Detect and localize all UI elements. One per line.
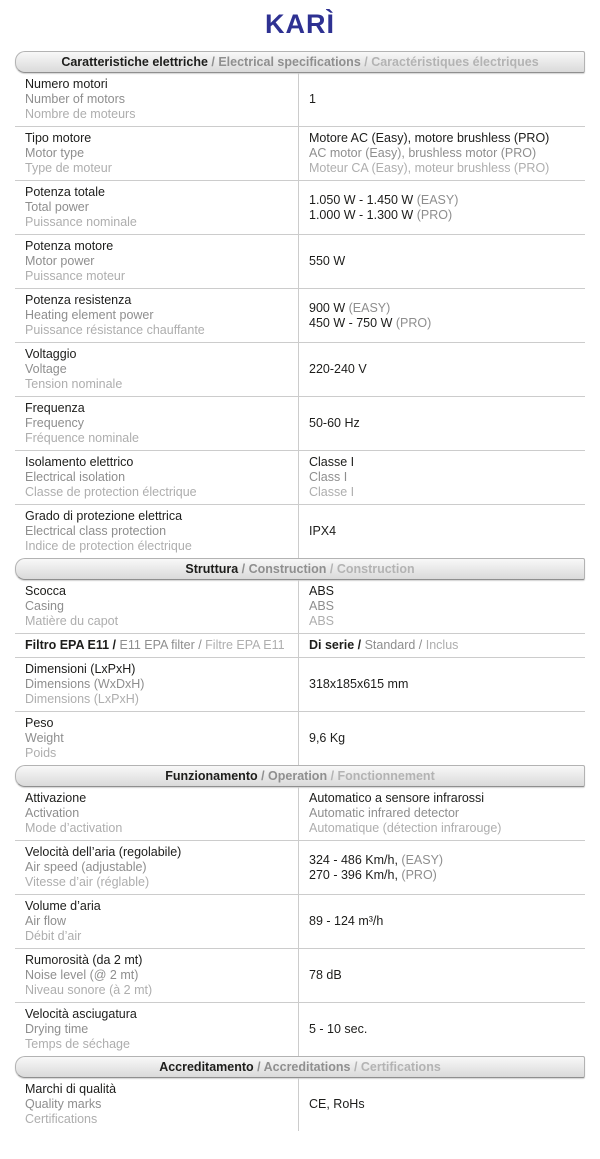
spec-label-text: Numero motori xyxy=(25,77,108,91)
spec-section xyxy=(15,51,585,558)
spec-value xyxy=(298,580,585,633)
spec-label-line-fr xyxy=(25,323,290,338)
spec-value-line xyxy=(309,161,577,176)
spec-label-text: Air flow xyxy=(25,914,66,928)
spec-value-segment: (PRO) xyxy=(401,867,437,882)
section-header-separator: / xyxy=(253,1060,264,1074)
spec-row xyxy=(15,180,585,234)
spec-label-text: Air speed (adjustable) xyxy=(25,860,147,874)
section-header-title-it: Caratteristiche elettriche xyxy=(61,55,208,69)
spec-value-line xyxy=(309,470,577,485)
spec-label-line-en xyxy=(25,914,290,929)
spec-label-text: Type de moteur xyxy=(25,161,112,175)
spec-value-segment: 220-240 V xyxy=(309,362,367,376)
spec-value-line xyxy=(309,1022,577,1037)
spec-value xyxy=(298,181,585,234)
spec-label-line-it xyxy=(25,953,290,968)
spec-label-text: Dimensioni (LxPxH) xyxy=(25,662,136,676)
spec-label xyxy=(15,841,298,894)
section-header-title-fr: Construction xyxy=(336,562,415,576)
spec-table xyxy=(15,51,585,1131)
spec-label-line-it xyxy=(25,239,290,254)
spec-label-text: Noise level (@ 2 mt) xyxy=(25,968,139,982)
spec-label-text: Electrical class protection xyxy=(25,524,167,538)
spec-value xyxy=(298,658,585,711)
spec-label-text: Matière du capot xyxy=(25,614,119,628)
spec-value xyxy=(298,343,585,396)
spec-label-line-en xyxy=(25,806,290,821)
section-header xyxy=(15,765,585,787)
section-header-title-it: Struttura xyxy=(185,562,239,576)
spec-label-text: Total power xyxy=(25,200,89,214)
spec-row xyxy=(15,504,585,558)
spec-label xyxy=(15,895,298,948)
spec-label-text: Scocca xyxy=(25,584,66,598)
spec-label-text: Mode d’activation xyxy=(25,821,123,835)
spec-value-segment: 900 W xyxy=(309,300,349,315)
section-header-title-en: Electrical specifications xyxy=(218,55,361,69)
spec-value-segment: 9,6 Kg xyxy=(309,731,346,745)
spec-value-line xyxy=(309,131,577,146)
spec-value-line xyxy=(309,1097,577,1112)
spec-label-line-en xyxy=(25,1022,290,1037)
spec-value-line xyxy=(309,301,577,316)
spec-label xyxy=(15,451,298,504)
spec-label xyxy=(15,397,298,450)
spec-label-line-en xyxy=(25,968,290,983)
spec-label-text: Electrical isolation xyxy=(25,470,126,484)
spec-value-segment: Classe I xyxy=(309,455,355,469)
spec-label-segment: Filtre EPA E11 xyxy=(205,638,285,652)
spec-label-segment: E11 EPA filter / xyxy=(119,638,206,652)
spec-label-text: Classe de protection électrique xyxy=(25,485,197,499)
spec-sheet-page xyxy=(0,9,600,1131)
spec-value-line xyxy=(309,968,577,983)
spec-label-text: Vitesse d’air (réglable) xyxy=(25,875,150,889)
spec-label-text: Dimensions (WxDxH) xyxy=(25,677,145,691)
spec-label-segment: Filtro EPA E11 / xyxy=(25,638,120,652)
spec-value xyxy=(298,787,585,840)
spec-label-text: Motor type xyxy=(25,146,85,160)
section-header-title-it: Funzionamento xyxy=(165,769,258,783)
spec-label-text: Velocità dell’aria (regolabile) xyxy=(25,845,182,859)
spec-value-line xyxy=(309,821,577,836)
spec-value-line xyxy=(309,455,577,470)
spec-label-line-en xyxy=(25,677,290,692)
spec-label-line-fr xyxy=(25,821,290,836)
spec-value xyxy=(298,505,585,558)
spec-value-segment: (PRO) xyxy=(416,207,453,222)
spec-label-text: Nombre de moteurs xyxy=(25,107,136,121)
spec-value xyxy=(298,1078,585,1131)
spec-label-line-fr xyxy=(25,269,290,284)
spec-row xyxy=(15,396,585,450)
spec-value-line xyxy=(309,316,577,331)
spec-value xyxy=(298,634,585,657)
spec-value xyxy=(298,895,585,948)
spec-value-line xyxy=(309,638,577,653)
spec-label xyxy=(15,289,298,342)
spec-label xyxy=(15,343,298,396)
spec-value-line xyxy=(309,524,577,539)
spec-value-segment: Automatique (détection infrarouge) xyxy=(309,821,502,835)
spec-row xyxy=(15,948,585,1002)
spec-label-line-en xyxy=(25,599,290,614)
spec-label xyxy=(15,949,298,1002)
spec-value-segment: Motore AC (Easy), motore brushless (PRO) xyxy=(309,131,550,145)
spec-label-line-it xyxy=(25,1082,290,1097)
spec-row xyxy=(15,894,585,948)
spec-label xyxy=(15,634,298,657)
spec-value-segment: 1.050 W - 1.450 W xyxy=(309,192,417,207)
spec-section xyxy=(15,1056,585,1131)
section-header-title-en: Operation xyxy=(268,769,328,783)
spec-label-line-en xyxy=(25,524,290,539)
spec-label-line-fr xyxy=(25,215,290,230)
spec-label-text: Activation xyxy=(25,806,80,820)
spec-row xyxy=(15,840,585,894)
spec-value-segment: ABS xyxy=(309,614,335,628)
spec-value xyxy=(298,841,585,894)
spec-label xyxy=(15,127,298,180)
spec-value-line xyxy=(309,208,577,223)
spec-value xyxy=(298,712,585,765)
spec-label-line-it xyxy=(25,716,290,731)
spec-label xyxy=(15,181,298,234)
spec-value-line xyxy=(309,416,577,431)
spec-label-line-en xyxy=(25,1097,290,1112)
spec-label-text: Puissance moteur xyxy=(25,269,126,283)
spec-value-line xyxy=(309,914,577,929)
spec-label-text: Isolamento elettrico xyxy=(25,455,134,469)
spec-label-line-it xyxy=(25,899,290,914)
section-header xyxy=(15,51,585,73)
spec-value-segment: Automatic infrared detector xyxy=(309,806,460,820)
section-header-separator: / xyxy=(238,562,249,576)
spec-value-line xyxy=(309,599,577,614)
spec-value-segment: 1 xyxy=(309,92,316,106)
spec-row xyxy=(15,450,585,504)
spec-label-line-it xyxy=(25,455,290,470)
spec-label-line-fr xyxy=(25,746,290,761)
spec-value-line xyxy=(309,868,577,883)
spec-label-text: Puissance nominale xyxy=(25,215,137,229)
spec-value-line xyxy=(309,853,577,868)
spec-label xyxy=(15,1078,298,1131)
spec-label-text: Tipo motore xyxy=(25,131,92,145)
spec-label-line-fr xyxy=(25,929,290,944)
spec-label-line-it xyxy=(25,347,290,362)
spec-value-line xyxy=(309,146,577,161)
spec-label-text: Frequency xyxy=(25,416,85,430)
spec-label-line xyxy=(25,638,290,653)
spec-value-segment: 550 W xyxy=(309,254,346,268)
spec-label-text: Motor power xyxy=(25,254,95,268)
spec-label-line-it xyxy=(25,509,290,524)
spec-label-text: Dimensions (LxPxH) xyxy=(25,692,139,706)
section-header-title-en: Construction xyxy=(248,562,327,576)
section-header-separator: / xyxy=(207,55,219,69)
spec-label-line-fr xyxy=(25,539,290,554)
spec-label-line-it xyxy=(25,845,290,860)
spec-row xyxy=(15,234,585,288)
spec-label-line-en xyxy=(25,470,290,485)
spec-label xyxy=(15,712,298,765)
section-header xyxy=(15,1056,585,1078)
spec-row xyxy=(15,711,585,765)
section-header-separator: / xyxy=(360,55,372,69)
spec-label-line-en xyxy=(25,92,290,107)
spec-value-segment: ABS xyxy=(309,584,335,598)
spec-label-text: Drying time xyxy=(25,1022,89,1036)
spec-row xyxy=(15,288,585,342)
spec-label-line-en xyxy=(25,308,290,323)
spec-value xyxy=(298,235,585,288)
spec-label-text: Voltaggio xyxy=(25,347,77,361)
spec-row xyxy=(15,657,585,711)
spec-value-line xyxy=(309,806,577,821)
spec-value-segment: AC motor (Easy), brushless motor (PRO) xyxy=(309,146,537,160)
spec-row xyxy=(15,73,585,126)
section-header-title-fr: Fonctionnement xyxy=(337,769,435,783)
spec-label-text: Niveau sonore (à 2 mt) xyxy=(25,983,153,997)
spec-label-text: Voltage xyxy=(25,362,67,376)
spec-label-line-fr xyxy=(25,614,290,629)
spec-label-text: Potenza resistenza xyxy=(25,293,132,307)
spec-value-line xyxy=(309,193,577,208)
spec-value xyxy=(298,289,585,342)
spec-value-segment: Class I xyxy=(309,470,348,484)
spec-value-segment: (EASY) xyxy=(348,300,391,315)
spec-row xyxy=(15,580,585,633)
spec-label-text: Potenza motore xyxy=(25,239,114,253)
spec-label-line-en xyxy=(25,254,290,269)
spec-label-line-it xyxy=(25,185,290,200)
spec-label-text: Casing xyxy=(25,599,64,613)
spec-label-text: Rumorosità (da 2 mt) xyxy=(25,953,143,967)
spec-value-segment: Moteur CA (Easy), moteur brushless (PRO) xyxy=(309,161,550,175)
spec-label-line-en xyxy=(25,146,290,161)
spec-label xyxy=(15,73,298,126)
spec-value-segment: 318x185x615 mm xyxy=(309,677,409,691)
spec-label-line-it xyxy=(25,791,290,806)
spec-label-text: Peso xyxy=(25,716,54,730)
spec-value-segment: 1.000 W - 1.300 W xyxy=(309,207,417,222)
spec-label-text: Volume d’aria xyxy=(25,899,101,913)
spec-value-line xyxy=(309,485,577,500)
spec-value xyxy=(298,73,585,126)
section-header-separator: / xyxy=(326,562,337,576)
spec-value-segment: Standard / xyxy=(364,638,426,652)
spec-value-segment: Inclus xyxy=(425,638,459,652)
spec-label-line-it xyxy=(25,662,290,677)
spec-label-line-en xyxy=(25,200,290,215)
spec-label-line-fr xyxy=(25,875,290,890)
spec-label-text: Marchi di qualità xyxy=(25,1082,117,1096)
spec-value-segment: 5 - 10 sec. xyxy=(309,1022,368,1036)
spec-row xyxy=(15,633,585,657)
section-header xyxy=(15,558,585,580)
spec-label-text: Indice de protection électrique xyxy=(25,539,192,553)
spec-value-segment: 89 - 124 m³/h xyxy=(309,914,384,928)
spec-label xyxy=(15,787,298,840)
spec-label-text: Débit d’air xyxy=(25,929,82,943)
spec-label-text: Potenza totale xyxy=(25,185,105,199)
spec-label-line-it xyxy=(25,131,290,146)
spec-value-line xyxy=(309,254,577,269)
section-header-separator: / xyxy=(327,769,338,783)
spec-row xyxy=(15,787,585,840)
spec-value-line xyxy=(309,677,577,692)
spec-label-text: Certifications xyxy=(25,1112,98,1126)
spec-label-line-fr xyxy=(25,107,290,122)
spec-label-text: Puissance résistance chauffante xyxy=(25,323,205,337)
spec-value-line xyxy=(309,362,577,377)
spec-value-segment: Di serie / xyxy=(309,638,365,652)
spec-label-text: Poids xyxy=(25,746,57,760)
spec-label-text: Attivazione xyxy=(25,791,87,805)
spec-label-line-en xyxy=(25,362,290,377)
spec-label-line-fr xyxy=(25,431,290,446)
spec-value-line xyxy=(309,614,577,629)
spec-label-line-fr xyxy=(25,983,290,998)
spec-value xyxy=(298,949,585,1002)
spec-label-text: Temps de séchage xyxy=(25,1037,130,1051)
spec-value xyxy=(298,451,585,504)
spec-label-text: Heating element power xyxy=(25,308,154,322)
spec-section xyxy=(15,558,585,765)
spec-label-line-fr xyxy=(25,161,290,176)
spec-label-line-fr xyxy=(25,1037,290,1052)
spec-value-segment: 450 W - 750 W xyxy=(309,315,396,330)
section-header-separator: / xyxy=(350,1060,361,1074)
spec-label xyxy=(15,505,298,558)
spec-label-line-en xyxy=(25,731,290,746)
spec-label-line-it xyxy=(25,1007,290,1022)
spec-label xyxy=(15,1003,298,1056)
spec-label-line-it xyxy=(25,401,290,416)
spec-value-line xyxy=(309,791,577,806)
spec-value-segment: 78 dB xyxy=(309,968,342,982)
spec-label xyxy=(15,658,298,711)
spec-value-line xyxy=(309,584,577,599)
spec-label-line-en xyxy=(25,416,290,431)
spec-value-segment: Automatico a sensore infrarossi xyxy=(309,791,485,805)
spec-row xyxy=(15,126,585,180)
spec-value-segment: Classe I xyxy=(309,485,355,499)
spec-label-line-fr xyxy=(25,485,290,500)
spec-section xyxy=(15,765,585,1056)
spec-label xyxy=(15,580,298,633)
section-header-title-fr: Certifications xyxy=(360,1060,441,1074)
spec-value-segment: 324 - 486 Km/h, xyxy=(309,852,402,867)
page-title: KARÌ xyxy=(265,9,335,39)
spec-label-text: Tension nominale xyxy=(25,377,123,391)
spec-value xyxy=(298,1003,585,1056)
spec-label-line-fr xyxy=(25,377,290,392)
spec-row xyxy=(15,1078,585,1131)
section-header-title-it: Accreditamento xyxy=(159,1060,254,1074)
spec-value-line xyxy=(309,731,577,746)
spec-label-text: Fréquence nominale xyxy=(25,431,139,445)
spec-label xyxy=(15,235,298,288)
spec-value xyxy=(298,397,585,450)
spec-value-segment: (EASY) xyxy=(401,852,444,867)
spec-label-text: Grado di protezione elettrica xyxy=(25,509,183,523)
spec-label-text: Number of motors xyxy=(25,92,126,106)
spec-value-segment: ABS xyxy=(309,599,335,613)
section-header-title-en: Accreditations xyxy=(263,1060,351,1074)
spec-label-line-it xyxy=(25,584,290,599)
spec-label-text: Weight xyxy=(25,731,64,745)
spec-value-segment: 270 - 396 Km/h, xyxy=(309,867,402,882)
section-header-separator: / xyxy=(257,769,269,783)
spec-label-text: Velocità asciugatura xyxy=(25,1007,137,1021)
spec-value-segment: 50-60 Hz xyxy=(309,416,360,430)
section-header-title-fr: Caractéristiques électriques xyxy=(371,55,539,69)
spec-row xyxy=(15,1002,585,1056)
spec-label-line-fr xyxy=(25,1112,290,1127)
spec-label-line-en xyxy=(25,860,290,875)
spec-value xyxy=(298,127,585,180)
spec-value-segment: (PRO) xyxy=(395,315,432,330)
spec-label-text: Quality marks xyxy=(25,1097,102,1111)
spec-label-text: Frequenza xyxy=(25,401,85,415)
spec-value-segment: (EASY) xyxy=(416,192,459,207)
spec-label-line-fr xyxy=(25,692,290,707)
spec-value-line xyxy=(309,92,577,107)
spec-label-line-it xyxy=(25,77,290,92)
spec-row xyxy=(15,342,585,396)
spec-value-segment: CE, RoHs xyxy=(309,1097,365,1111)
spec-label-line-it xyxy=(25,293,290,308)
spec-value-segment: IPX4 xyxy=(309,524,337,538)
